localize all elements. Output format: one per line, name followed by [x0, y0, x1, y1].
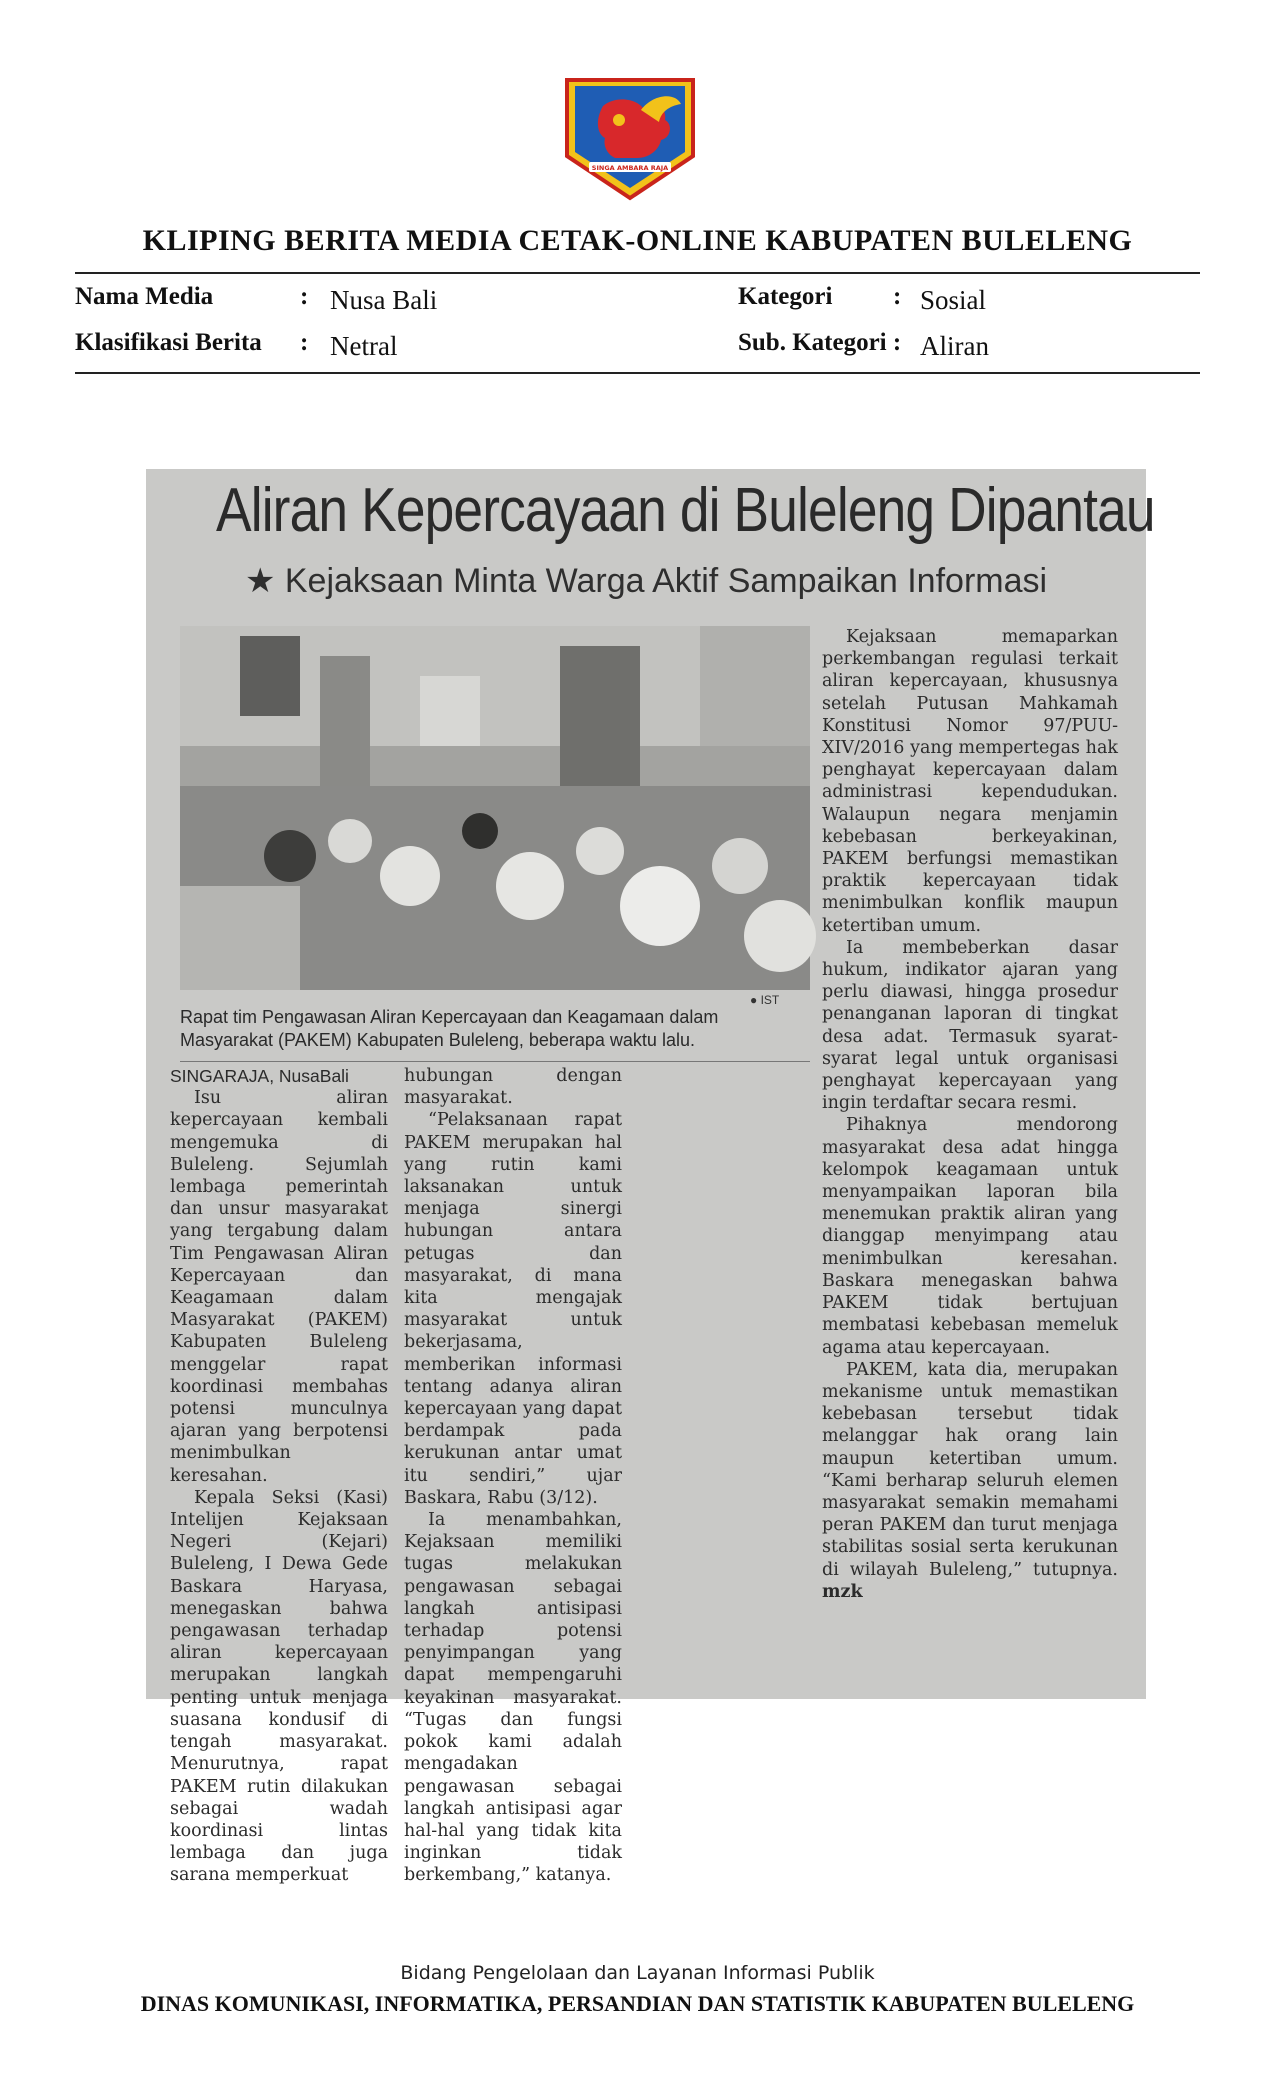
article-byline: mzk: [822, 1581, 863, 1602]
klasifikasi-value: Netral: [330, 331, 398, 361]
meta-row-kategori: [738, 283, 1198, 317]
article-subheadline: ★ Kejaksaan Minta Warga Aktif Sampaikan Informasi: [244, 562, 1048, 600]
article-paragraph: [822, 1359, 1118, 1603]
newspaper-clipping: [146, 469, 1155, 1886]
colon: :: [300, 329, 309, 356]
photo-credit: ● IST: [750, 993, 780, 1007]
article-paragraph: Ia membeberkan dasar hukum, indikator ajaran yang perlu diawasi, hingga prosedur penanganan laporan di tingkat desa adat. Termasuk syarat-syarat legal untuk organisasi penghayat kepercayaan yang ingin terdaftar secara resmi.: [822, 937, 1118, 1114]
article-dateline: SINGARAJA, NusaBali: [170, 1066, 349, 1086]
divider-bottom: [75, 372, 1200, 374]
photo-caption: Rapat tim Pengawasan Aliran Kepercayaan dan Keagamaan dalam Masyarakat (PAKEM) Kabupaten Buleleng, beberapa waktu lalu.: [180, 1007, 719, 1050]
article-column-1: [170, 1065, 388, 1887]
sub-kategori-value: Aliran: [920, 331, 989, 361]
emblem-motto: SINGA AMBARA RAJA: [591, 164, 669, 172]
footer-subtitle: Bidang Pengelolaan dan Layanan Informasi Publik: [400, 1962, 875, 1984]
article-headline: Aliran Kepercayaan di Buleleng Dipantau: [216, 476, 1155, 545]
article-paragraph: Kepala Seksi (Kasi) Intelijen Kejaksaan Negeri (Kejari) Buleleng, I Dewa Gede Baskara Haryasa, menegaskan bahwa pengawasan terhadap aliran kepercayaan merupakan langkah penting untuk menjaga suasana kondusif di tengah masyarakat. Menurutnya, rapat PAKEM rutin dilakukan sebagai wadah koordinasi lintas lembaga dan juga sarana memperkuat: [170, 1487, 388, 1886]
document-title: KLIPING BERITA MEDIA CETAK-ONLINE KABUPATEN BULELENG: [142, 224, 1133, 257]
kategori-label: Kategori: [738, 283, 833, 310]
divider-top: [75, 272, 1200, 274]
caption-divider: [180, 1061, 810, 1062]
article-paragraph: “Pelaksanaan rapat PAKEM merupakan hal yang rutin kami laksanakan untuk menjaga sinergi hubungan antara petugas dan masyarakat, di mana kita mengajak masyarakat untuk bekerjasama, memberikan informasi tentang adanya aliran kepercayaan yang dapat berdampak pada kerukunan antar umat itu sendiri,” ujar Baskara, Rabu (3/12).: [404, 1110, 622, 1508]
kategori-value: Sosial: [920, 285, 987, 315]
article-paragraph: Kejaksaan memaparkan perkembangan regulasi terkait aliran kepercayaan, khususnya setelah Putusan Mahkamah Konstitusi Nomor 97/PUU-XIV/2016 yang mempertegas hak penghayat kepercayaan dalam administrasi kependudukan. Walaupun negara menjamin kebebasan berkeyakinan, PAKEM berfungsi memastikan praktik kepercayaan tidak menimbulkan konflik maupun ketertiban umum.: [822, 627, 1118, 936]
buleleng-emblem: [563, 76, 697, 202]
article-paragraph: hubungan dengan masyarakat.: [404, 1066, 622, 1109]
article-paragraph: Isu aliran kepercayaan kembali mengemuka di Buleleng. Sejumlah lembaga pemerintah dan unsur masyarakat yang tergabung dalam Tim Pengawasan Aliran Kepercayaan dan Keagamaan dalam Masyarakat (PAKEM) Kabupaten Buleleng menggelar rapat koordinasi membahas potensi munculnya ajaran yang berpotensi menimbulkan keresahan.: [170, 1088, 388, 1486]
footer-agency: DINAS KOMUNIKASI, INFORMATIKA, PERSANDIAN DAN STATISTIK KABUPATEN BULELENG: [140, 1991, 1135, 2016]
colon: :: [893, 283, 902, 310]
article-paragraph: Pihaknya mendorong masyarakat desa adat hingga kelompok keagamaan untuk menyampaikan laporan bila menemukan praktik aliran yang dianggap menyimpang atau menimbulkan keresahan. Baskara menegaskan bahwa PAKEM tidak bertujuan membatasi kebebasan memeluk agama atau kepercayaan.: [822, 1115, 1118, 1358]
article-paragraph: Ia menambahkan, Kejaksaan memiliki tugas melakukan pengawasan sebagai langkah antisipasi terhadap potensi penyimpangan yang dapat mempengaruhi keyakinan masyarakat. “Tugas dan fungsi pokok kami adalah mengadakan pengawasan sebagai langkah antisipasi agar hal-hal yang tidak kita inginkan tidak berkembang,” katanya.: [404, 1510, 622, 1886]
meta-row-sub-kategori: [738, 329, 1198, 363]
meta-row-klasifikasi: [75, 329, 675, 363]
article-column-2: [404, 1065, 622, 1887]
klasifikasi-label: Klasifikasi Berita: [75, 329, 262, 356]
nama-media-value: Nusa Bali: [330, 285, 438, 315]
article-photo: [180, 626, 810, 990]
meta-row-media: [75, 283, 675, 317]
nama-media-label: Nama Media: [75, 283, 214, 310]
article-column-3: [822, 626, 1118, 1603]
article-closing-text: PAKEM, kata dia, merupakan mekanisme untuk memastikan kebebasan tersebut tidak melanggar hak orang lain maupun ketertiban umum. “Kami berharap seluruh elemen masyarakat semakin memahami peran PAKEM dan turut menjaga stabilitas sosial serta kerukunan di wilayah Buleleng,” tutupnya.: [822, 1359, 1118, 1580]
colon: :: [300, 283, 309, 310]
sub-kategori-label: Sub. Kategori :: [738, 329, 902, 356]
